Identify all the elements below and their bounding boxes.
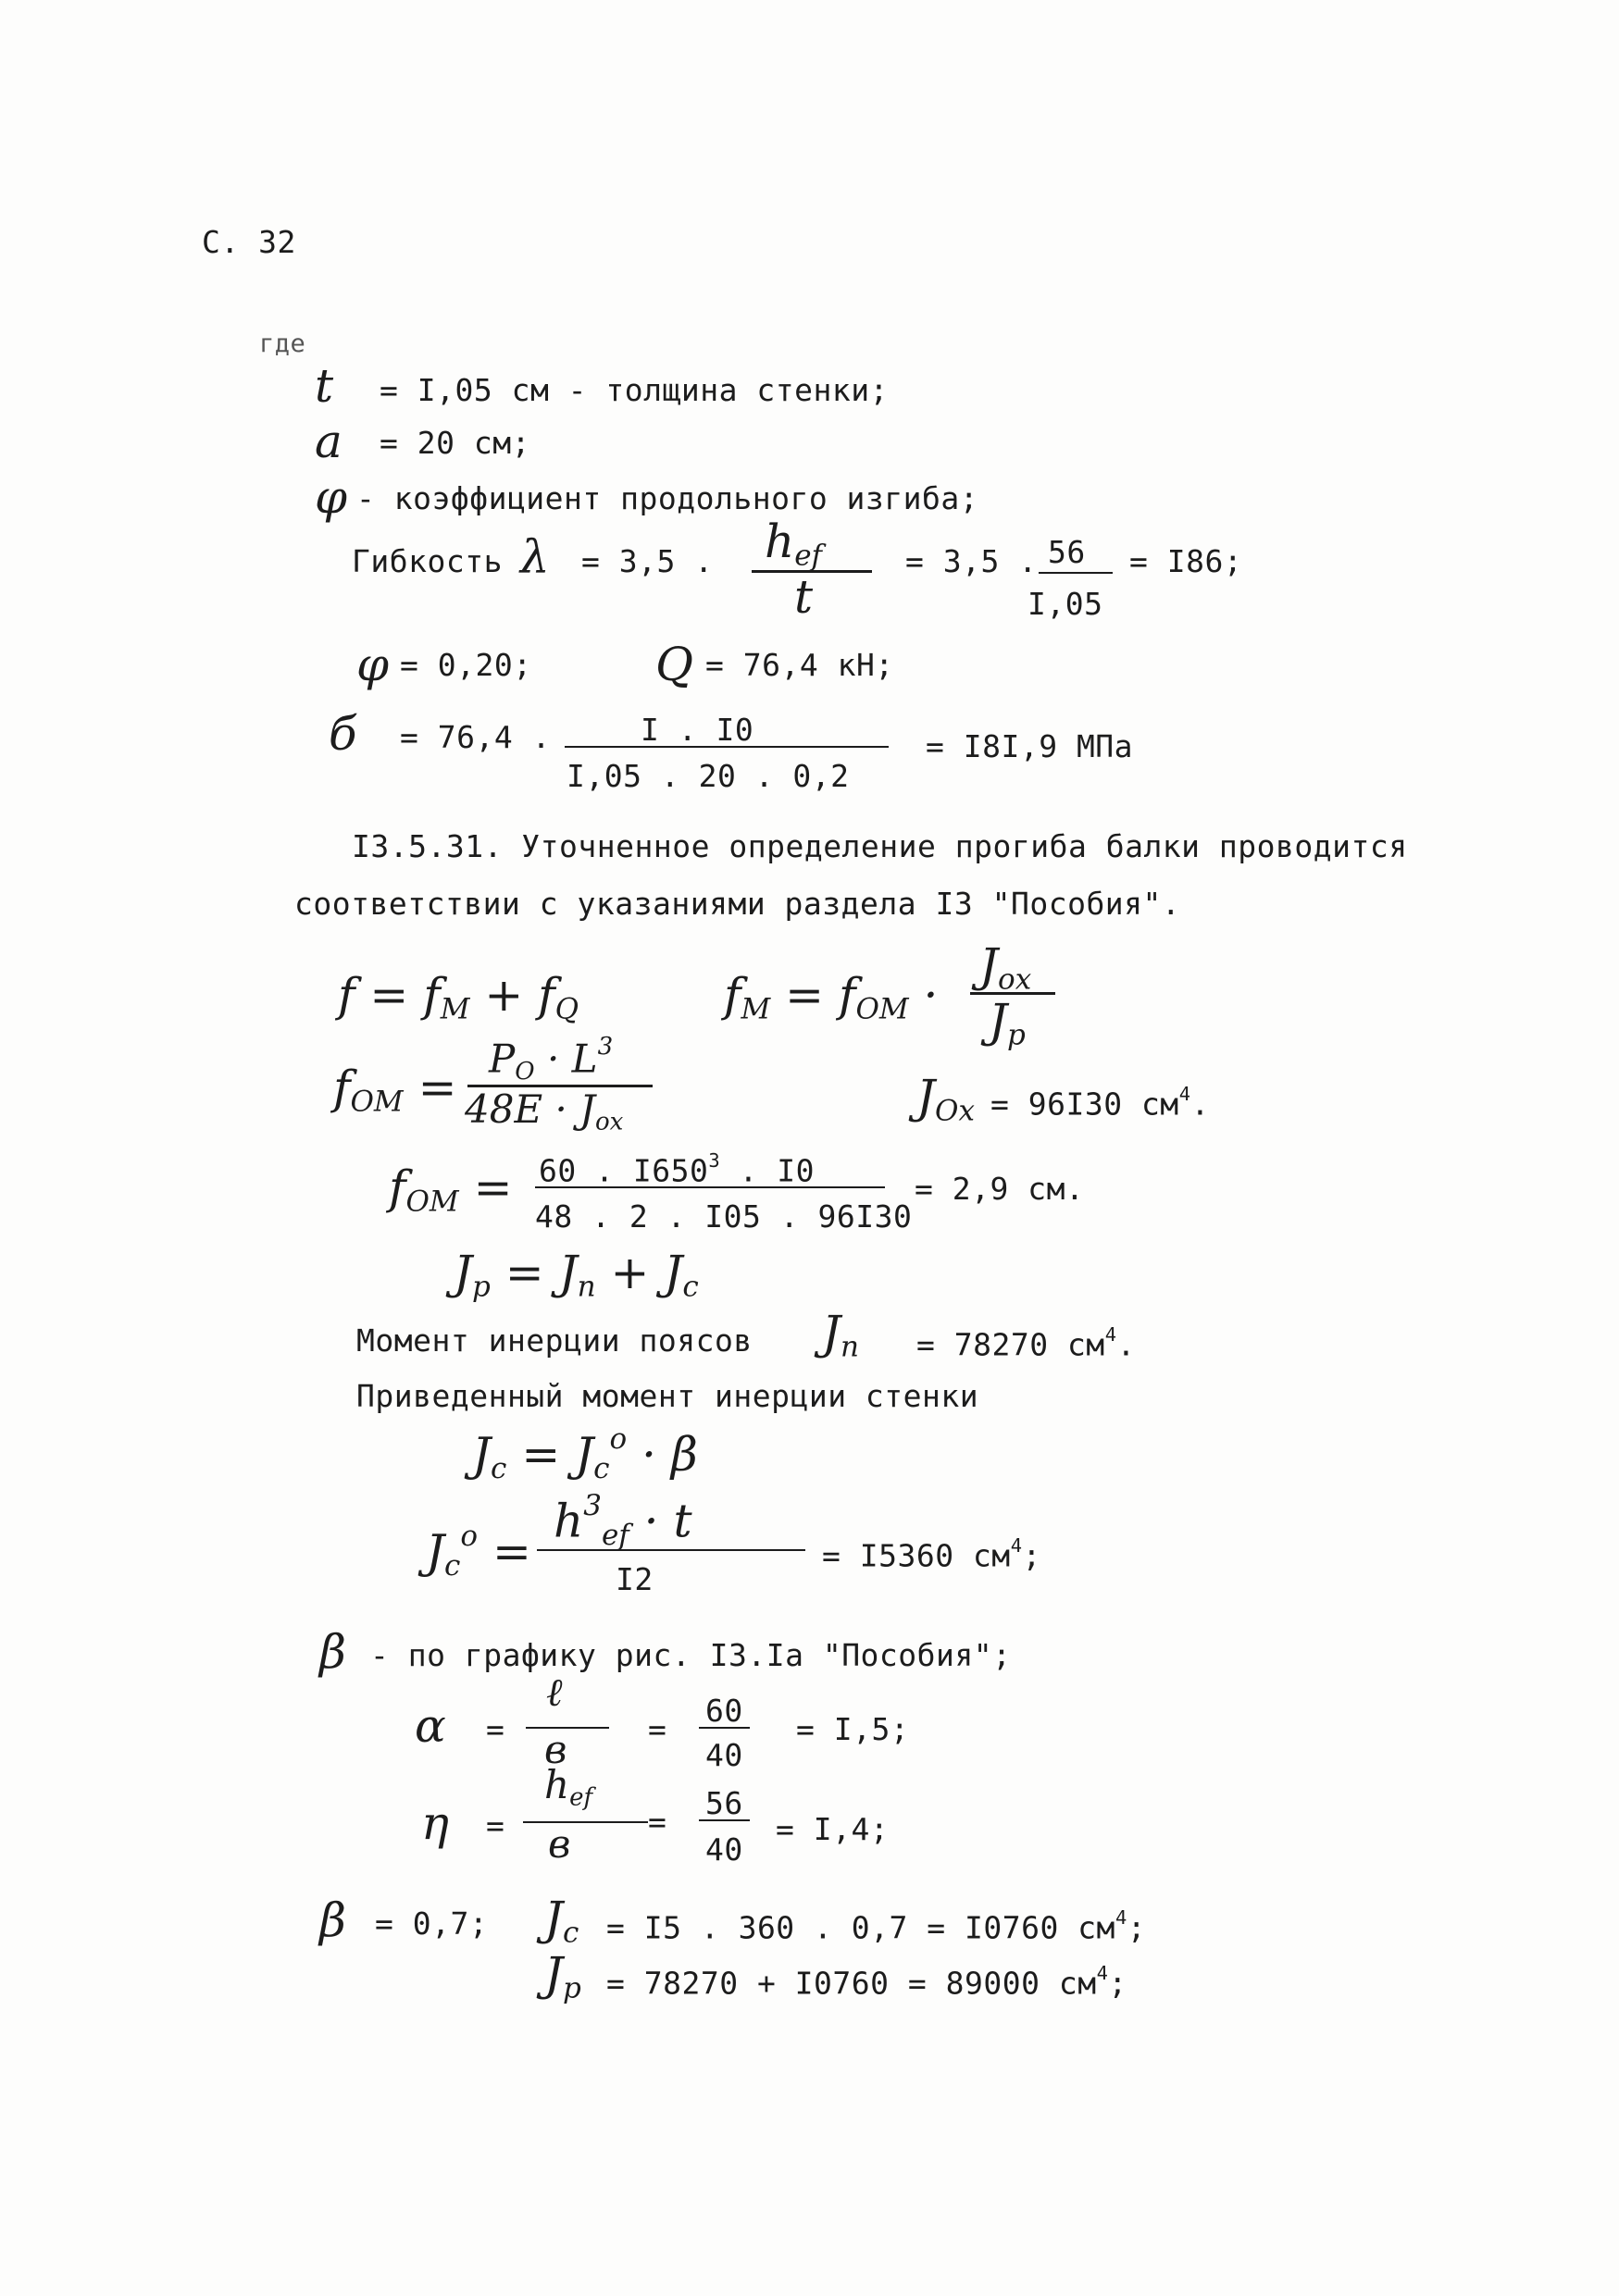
paragraph-line-2: соответствии с указаниями раздела I3 "Пособия". [294,886,1181,922]
a-definition: = 20 см; [380,425,530,461]
alpha-num-sym: ℓ [546,1669,563,1715]
formula-jc: $J_c = J_c^o \cdot \beta$ [472,1422,698,1485]
eta-val-bar [699,1819,750,1821]
jc0-denominator: I2 [616,1561,654,1597]
eta-fraction-bar [523,1821,648,1823]
t-definition: = I,05 см - толщина стенки; [380,372,889,408]
alpha-fraction-bar [526,1727,609,1729]
sigma-fraction-bar [565,746,889,748]
fom-denominator: $48E \cdot J_{ox}$ [465,1086,624,1136]
hef-numerator: $h_{ef}$ [765,515,823,573]
jp-value-final: = 78270 + I0760 = 89000 $см^4$; [606,1962,1127,2002]
beta-description: - по графику рис. I3.Iа "Пособия"; [370,1637,1012,1673]
beta-symbol: β [319,1625,346,1679]
jc0-fraction-bar [537,1549,805,1551]
formula-f-total: $f = f_M + f_Q$ [338,968,579,1026]
fom2-numerator: 60 . $I650^3$ . I0 [539,1149,815,1189]
fm-denominator: $J_p$ [989,994,1026,1052]
alpha-num-val: 60 [705,1693,743,1729]
slenderness-result: = I86; [1129,543,1243,579]
q-symbol: Q [655,638,693,691]
phi-value: = 0,20; [400,647,532,683]
fom2-fraction-bar [535,1186,885,1188]
alpha-den-sym: в [544,1727,567,1772]
t-symbol: t [315,359,334,413]
where-label: где [259,329,306,358]
eta-num-val: 56 [705,1785,743,1821]
formula-fom-lhs: $f_{OM}$ = [333,1061,457,1119]
fm-numerator: $J_{ox}$ [979,938,1032,997]
eta-den-val: 40 [705,1831,743,1868]
sigma-denominator: I,05 . 20 . 0,2 [567,758,850,794]
eta-eq1: = [486,1807,505,1843]
sigma-numerator: I . I0 [641,712,754,748]
slenderness-den-val: I,05 [1027,586,1103,622]
alpha-result: = I,5; [796,1711,910,1747]
moment-flanges-text: Момент инерции поясов [356,1322,753,1359]
alpha-symbol: α [415,1699,446,1753]
jn-value: = 78270 $см^4$. [916,1323,1136,1363]
paragraph-line-1: I3.5.31. Уточненное определение прогиба балки проводится [352,828,1408,864]
slenderness-label: Гибкость [352,543,503,579]
jc0-result: = I5360 $см^4$; [822,1534,1041,1574]
eta-result: = I,4; [776,1811,890,1847]
jp-symbol-final: $J_p$ [544,1947,581,2005]
eta-eq2: = [648,1804,667,1840]
jc-value-final: = I5 . 360 . 0,7 = I0760 $см^4$; [606,1906,1147,1946]
alpha-den-val: 40 [705,1737,743,1773]
fom-numerator: $P_O \cdot L^3$ [489,1033,614,1086]
phi-definition: - коэффициент продольного изгиба; [356,480,979,516]
eta-symbol: η [421,1796,449,1850]
eta-num-sym: $h_{ef}$ [544,1762,593,1812]
fom2-denominator: 48 . 2 . I05 . 96I30 [535,1198,913,1235]
reduced-moment-text: Приведенный момент инерции стенки [356,1378,979,1414]
formula-jc0-lhs: $J_c^o$ = [426,1520,531,1582]
phi-symbol-2: φ [356,638,390,691]
alpha-eq2: = [648,1711,667,1747]
jox-symbol: $J_{Ox}$ [916,1070,975,1128]
sigma-eq: = 76,4 . [400,719,551,755]
jn-symbol: $J_n$ [822,1306,860,1364]
slenderness-eq2: = 3,5 . [905,543,1038,579]
formula-jp: $J_p = J_n + J_c$ [454,1246,699,1304]
slenderness-eq1: = 3,5 . [581,543,714,579]
alpha-val-bar [699,1727,750,1729]
t-denominator: t [794,570,814,624]
alpha-eq1: = [486,1711,505,1747]
slenderness-val-bar [1039,572,1113,574]
beta-symbol-2: β [319,1893,346,1947]
beta-value: = 0,7; [375,1905,489,1942]
formula-fom2-lhs: $f_{OM}$ = [389,1160,513,1219]
fm-fraction-bar [970,992,1055,995]
slenderness-num-val: 56 [1048,534,1086,570]
phi-symbol: φ [315,470,348,524]
fom2-result: = 2,9 см. [915,1171,1085,1207]
jc0-numerator: $h^3_{ef} \cdot t$ [554,1489,692,1552]
a-symbol: a [315,415,342,468]
lambda-symbol: λ [520,530,550,584]
q-value: = 76,4 кН; [705,647,894,683]
eta-den-sym: в [548,1821,571,1867]
jox-value: = 96I30 $см^4$. [990,1083,1210,1123]
formula-fm: $f_M = f_{OM}$ · [724,968,939,1026]
sigma-result: = I8I,9 МПа [926,728,1134,764]
page-number: С. 32 [202,224,296,260]
sigma-symbol: б [329,707,357,761]
jc-symbol-final: $J_c$ [544,1892,579,1950]
